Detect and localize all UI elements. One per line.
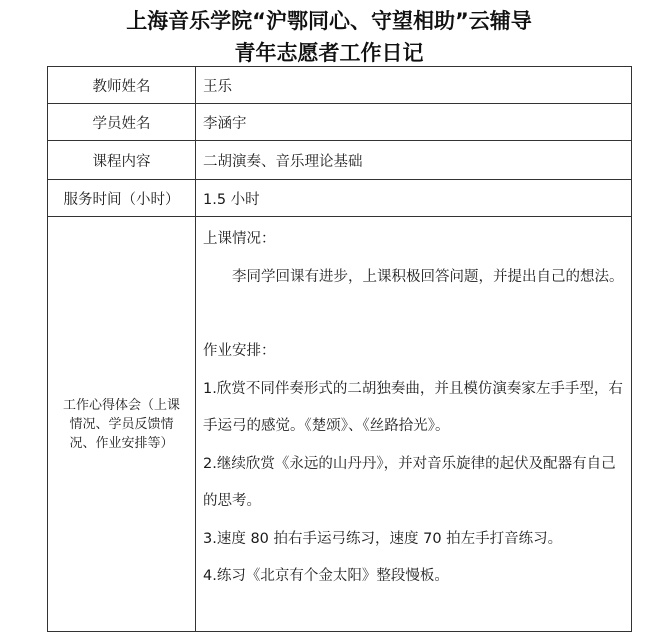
student-name-label: 学员姓名: [48, 104, 196, 141]
homework-item-1: 1.欣赏不同伴奏形式的二胡独奏曲，并且模仿演奏家左手手型，右手运弓的感觉。《楚颂》、《丝路拾光》。: [203, 380, 623, 434]
spacer: [203, 296, 625, 333]
table-row: [48, 67, 632, 104]
table-row: [48, 141, 632, 180]
work-notes-content: [196, 217, 632, 632]
homework-item-2: 2.继续欣赏《永远的山丹丹》，并对音乐旋律的起伏及配器有自己的思考。: [203, 455, 616, 509]
course-content-value: 二胡演奏、音乐理论基础: [196, 141, 632, 180]
teacher-name-value: 王乐: [196, 67, 632, 104]
service-hours-value: 1.5 小时: [196, 180, 632, 217]
document-subtitle: 青年志愿者工作日记: [234, 41, 424, 65]
work-notes-label: 工作心得体会（上课情况、学员反馈情况、作业安排等）: [48, 217, 196, 632]
homework-item-3: 3.速度 80 拍右手运弓练习，速度 70 拍左手打音练习。: [203, 530, 563, 547]
homework-heading: 作业安排：: [203, 343, 276, 359]
class-situation-text: 李同学回课有进步，上课积极回答问题，并提出自己的想法。: [232, 268, 624, 285]
homework-item-4: 4.练习《北京有个金太阳》整段慢板。: [203, 568, 449, 584]
class-situation-heading: 上课情况：: [203, 231, 276, 247]
teacher-name-label: 教师姓名: [48, 67, 196, 104]
student-name-value: 李涵宇: [196, 104, 632, 141]
course-content-label: 课程内容: [48, 141, 196, 180]
service-hours-label: 服务时间（小时）: [48, 180, 196, 217]
table-row: [48, 104, 632, 141]
volunteer-log-table: [47, 66, 632, 632]
table-row: [48, 217, 632, 632]
document-title: 上海音乐学院“沪鄂同心、守望相助”云辅导: [126, 9, 532, 33]
table-row: [48, 180, 632, 217]
